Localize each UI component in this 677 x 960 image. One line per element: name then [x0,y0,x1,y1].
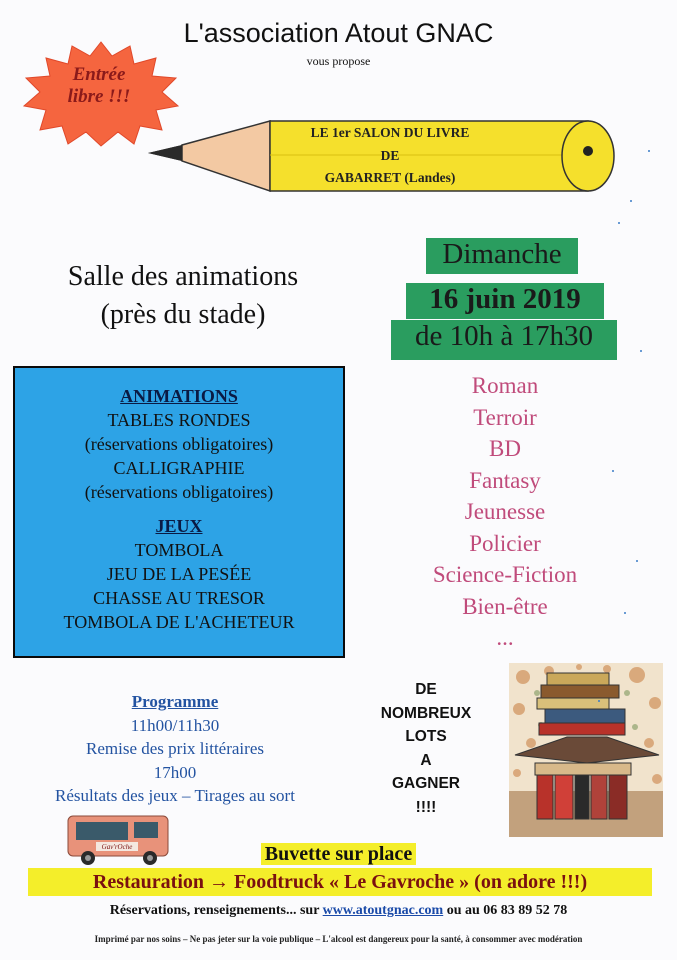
footer-disclaimer: Imprimé par nos soins – Ne pas jeter sur la voie publique – L'alcool est dangereux pour la santé, à consommer avec modération [94,934,583,944]
date-hours: de 10h à 17h30 [391,320,617,360]
pencil-line-1: LE 1er SALON DU LIVRE [310,125,470,140]
programme-header: Programme [131,692,219,711]
animation-item: CALLIGRAPHIE [113,458,245,478]
header-title: L'association Atout GNAC [183,18,494,48]
entry-badge-text [44,64,154,108]
animation-item: (réservations obligatoires) [84,482,274,502]
prizes-block [352,678,500,819]
buvette-label: Buvette sur place [261,843,416,865]
date-day: Dimanche [426,238,578,274]
jeux-item: TOMBOLA DE L'ACHETEUR [63,612,295,632]
jeux-item: JEU DE LA PESÉE [106,564,252,584]
pencil-line-3: GABARRET (Landes) [324,170,456,185]
animation-item: (réservations obligatoires) [84,434,274,454]
date-date: 16 juin 2019 [406,283,604,319]
pencil-tip-icon [182,121,270,191]
contact-line [0,903,677,919]
genre-item: Fantasy [469,467,541,493]
prizes-line: NOMBREUX [380,704,472,722]
genre-item: Roman [471,373,539,398]
restauration-text: Restauration → Foodtruck « Le Gavroche » (on adore !!!) [92,871,588,893]
food-truck-sign: Gav'rOche [101,843,133,851]
genre-item: Terroir [473,404,537,430]
animations-box [13,366,345,658]
genre-item: Policier [469,530,541,556]
contact-phone: ou au 06 83 89 52 78 [443,903,568,918]
prizes-line: DE [415,681,437,698]
genre-item: BD [489,436,521,461]
animation-item: TABLES RONDES [107,410,251,430]
pencil-line-2: DE [380,148,400,163]
genre-item: ... [496,625,514,650]
jeux-header: JEUX [155,516,203,536]
entry-badge-line2: libre !!! [67,86,131,107]
genre-item: Science-Fiction [432,562,578,587]
programme-item: Résultats des jeux – Tirages au sort [55,786,295,805]
venue-line2: (près du stade) [100,299,266,330]
programme-block [20,690,330,808]
venue-block [18,258,348,334]
prizes-line: A [420,751,432,769]
buvette-text [0,843,677,866]
genre-item: Jeunesse [464,499,546,524]
prizes-line: GAGNER [391,775,461,792]
genre-item: Bien-être [462,593,548,619]
entry-badge-line1: Entrée [72,64,126,85]
books-stack-icon [509,663,663,837]
programme-item: 11h00/11h30 [130,715,220,735]
jeux-item: TOMBOLA [134,540,224,560]
venue-line1: Salle des animations [67,261,299,292]
website-link[interactable]: www.atoutgnac.com [322,903,444,918]
header-subtitle: vous propose [306,54,371,68]
animations-header: ANIMATIONS [120,386,238,406]
genres-list [410,370,600,654]
prizes-line: !!!! [415,798,437,816]
prizes-line: LOTS [405,728,447,745]
programme-item: 17h00 [153,762,197,782]
programme-item: Remise des prix littéraires [86,739,264,758]
contact-prefix: Réservations, renseignements... sur [109,903,323,918]
jeux-item: CHASSE AU TRESOR [93,588,265,608]
